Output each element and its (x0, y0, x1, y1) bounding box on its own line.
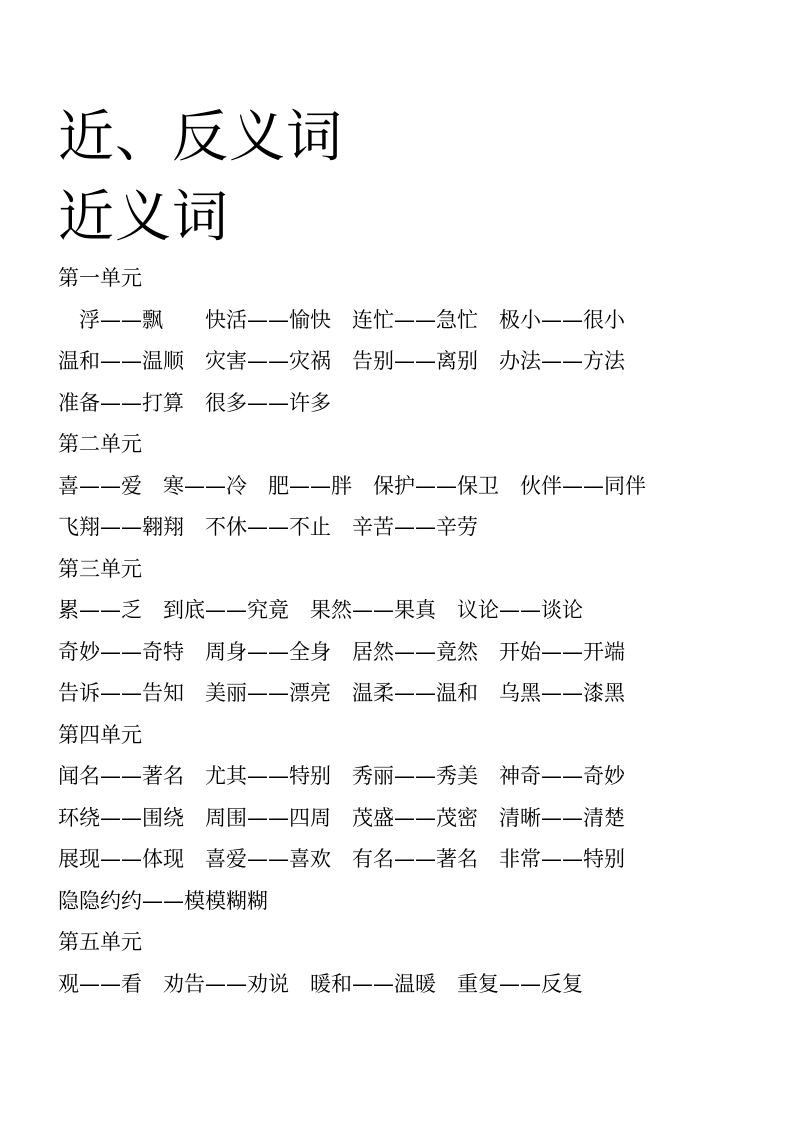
word-pair: 闻名——著名 (58, 764, 184, 788)
unit-section (58, 424, 758, 549)
unit-heading: 第一单元 (58, 266, 142, 290)
word-pair: 有名——著名 (352, 847, 478, 871)
page-title: 近、反义词 (58, 105, 343, 170)
word-pair: 保护——保卫 (373, 473, 499, 498)
word-pair: 劝告——劝说 (163, 971, 289, 996)
word-pair: 奇妙——奇特 (58, 639, 184, 664)
word-pair: 不休——不止 (205, 515, 331, 539)
unit-section (58, 258, 758, 424)
word-pair: 展现——体现 (58, 847, 184, 871)
word-pair: 温和——温顺 (58, 349, 184, 373)
word-pair-line (58, 632, 758, 674)
word-pair: 秀丽——秀美 (352, 764, 478, 788)
word-pair: 寒——冷 (163, 473, 247, 498)
word-pair: 肥——胖 (268, 473, 352, 498)
word-pair: 办法——方法 (499, 349, 625, 373)
word-pair: 辛苦——辛劳 (352, 515, 478, 539)
word-pair: 很多——许多 (205, 390, 331, 415)
word-pair: 到底——究竟 (163, 598, 289, 622)
word-pair: 环绕——围绕 (58, 805, 184, 830)
word-pair: 美丽——漂亮 (205, 681, 331, 705)
document-page (58, 98, 758, 1005)
unit-heading: 第四单元 (58, 722, 142, 747)
word-pair-line (58, 798, 758, 840)
word-pair: 周身——全身 (205, 639, 331, 664)
units-container (58, 258, 758, 1005)
section-title: 近义词 (58, 185, 229, 250)
word-pair: 周围——四周 (205, 805, 331, 830)
word-pair-line (58, 383, 758, 425)
word-pair-line (58, 341, 758, 383)
word-pair: 准备——打算 (58, 390, 184, 415)
word-pair-line (58, 466, 758, 508)
word-pair: 告别——离别 (352, 349, 478, 373)
word-pair: 茂盛——茂密 (352, 805, 478, 830)
word-pair: 伙伴——同伴 (520, 473, 646, 498)
unit-section (58, 549, 758, 715)
unit-heading: 第五单元 (58, 930, 142, 954)
word-pair: 浮——飘 (79, 307, 184, 332)
unit-section (58, 922, 758, 1005)
word-pair: 开始——开端 (499, 639, 625, 664)
word-pair-line (58, 507, 758, 549)
word-pair: 累——乏 (58, 598, 142, 622)
word-pair: 乌黑——漆黑 (499, 681, 625, 705)
word-pair: 暖和——温暖 (310, 971, 436, 996)
word-pair: 灾害——灾祸 (205, 349, 331, 373)
word-pair: 重复——反复 (457, 971, 583, 996)
word-pair: 温柔——温和 (352, 681, 478, 705)
word-pair: 极小——很小 (499, 307, 625, 332)
word-pair-line (58, 673, 758, 715)
word-pair: 果然——果真 (310, 598, 436, 622)
word-pair: 观——看 (58, 971, 142, 996)
unit-heading: 第三单元 (58, 556, 142, 581)
word-pair: 尤其——特别 (205, 764, 331, 788)
word-pair: 连忙——急忙 (352, 307, 478, 332)
word-pair-line (58, 300, 758, 342)
word-pair: 居然——竟然 (352, 639, 478, 664)
word-pair: 告诉——告知 (58, 681, 184, 705)
word-pair-line (58, 964, 758, 1006)
word-pair: 神奇——奇妙 (499, 764, 625, 788)
word-pair: 喜爱——喜欢 (205, 847, 331, 871)
word-pair: 喜——爱 (58, 473, 142, 498)
word-pair: 快活——愉快 (205, 307, 331, 332)
word-pair: 清晰——清楚 (499, 805, 625, 830)
word-pair: 隐隐约约——模模糊糊 (58, 888, 268, 913)
word-pair: 飞翔——翱翔 (58, 515, 184, 539)
word-pair-line (58, 590, 758, 632)
word-pair-line (58, 881, 758, 923)
word-pair-line (58, 839, 758, 881)
unit-heading: 第二单元 (58, 432, 142, 456)
word-pair: 议论——谈论 (457, 598, 583, 622)
word-pair-line (58, 756, 758, 798)
word-pair: 非常——特别 (499, 847, 625, 871)
unit-section (58, 715, 758, 923)
